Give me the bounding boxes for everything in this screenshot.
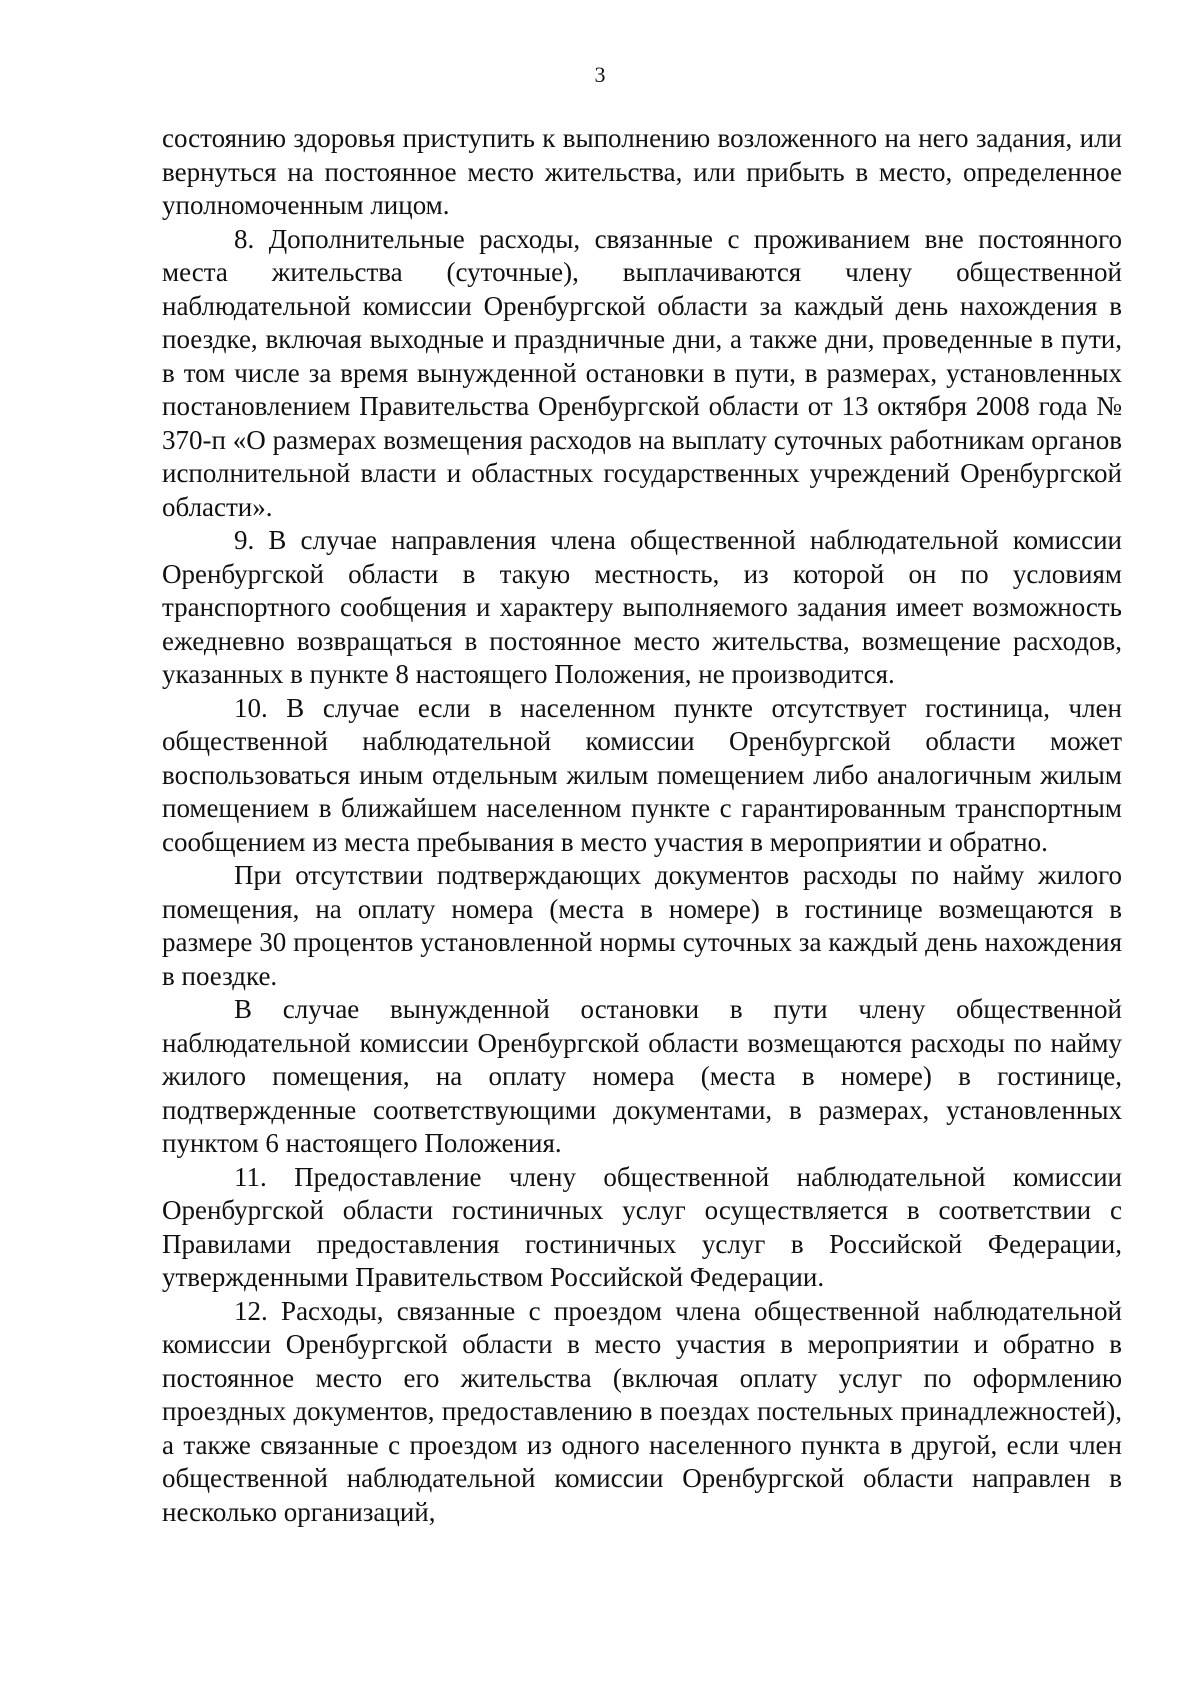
paragraph-item-11: 11. Предоставление члену общественной наблюдательной комиссии Оренбургской области гостиничных услуг осуществляется в соответствии с Правилами предоставления гостиничных услуг в Российской Федерации, утвержденными Правительством Российской Федерации.	[162, 1161, 1122, 1292]
paragraph-item-10-no-documents: При отсутствии подтверждающих документов расходы по найму жилого помещения, на оплату номера (места в номере) в гостинице возмещаются в размере 30 процентов установленной нормы суточных за каждый день нахождения в поездке.	[162, 860, 1122, 991]
paragraph-item-10: 10. В случае если в населенном пункте отсутствует гостиница, член общественной наблюдательной комиссии Оренбургской области может воспользоваться иным отдельным жилым помещением либо аналогичным жилым помещением в ближайшем населенном пункте с гарантированным транспортным сообщением из места пребывания в место участия в мероприятии и обратно.	[162, 692, 1122, 857]
paragraph-item-10-forced-stop: В случае вынужденной остановки в пути члену общественной наблюдательной комиссии Оренбургской области возмещаются расходы по найму жилого помещения, на оплату номера (места в номере) в гостинице, подтвержденные соответствующими документами, в размерах, установленных пунктом 6 настоящего Положения.	[162, 994, 1122, 1158]
document-body	[162, 122, 1122, 1529]
paragraph-continuation: состоянию здоровья приступить к выполнению возложенного на него задания, или вернуться на постоянное место жительства, или прибыть в место, определенное уполномоченным лицом.	[162, 123, 1122, 220]
paragraph-item-8: 8. Дополнительные расходы, связанные с проживанием вне постоянного места жительства (суточные), выплачиваются члену общественной наблюдательной комиссии Оренбургской области за каждый день нахождения в поездке, включая выходные и праздничные дни, а также дни, проведенные в пути, в том числе за время вынужденной остановки в пути, в размерах, установленных постановлением Правительства Оренбургской области от 13 октября 2008 года № 370-п «О размерах возмещения расходов на выплату суточных работникам органов исполнительной власти и областных государственных учреждений Оренбургской области».	[162, 223, 1122, 522]
paragraph-item-9: 9. В случае направления члена общественной наблюдательной комиссии Оренбургской области в такую местность, из которой он по условиям транспортного сообщения и характеру выполняемого задания имеет возможность ежедневно возвращаться в постоянное место жительства, возмещение расходов, указанных в пункте 8 настоящего Положения, не производится.	[162, 525, 1122, 689]
paragraph-item-12: 12. Расходы, связанные с проездом члена общественной наблюдательной комиссии Оренбургской области в место участия в мероприятии и обратно в постоянное место его жительства (включая оплату услуг по оформлению проездных документов, предоставлению в поездах постельных принадлежностей), а также связанные с проездом из одного населенного пункта в другой, если член общественной наблюдательной комиссии Оренбургской области направлен в несколько организаций,	[162, 1295, 1122, 1527]
page-number: 3	[594, 62, 606, 87]
